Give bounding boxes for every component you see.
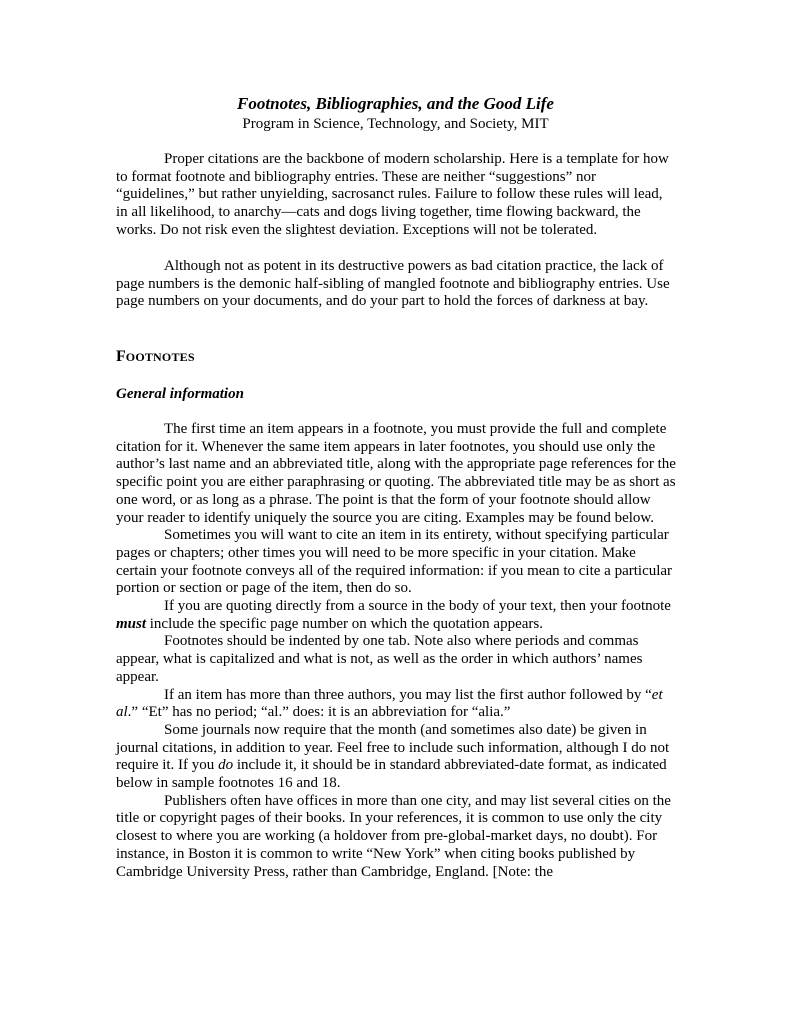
text-run: If you are quoting directly from a source in the body of your text, then your footnote [164,598,671,615]
paragraph-text: The first time an item appears in a footnote, you must provide the full and complete citation for it. Whenever the same item appears in later footnotes, you should use only the author’s last name and an abbreviated title, along with the appropriate page references for the specific point you are either paraphrasing or quoting. The abbreviated title may be as short as one word, or as long as a phrase. The point is that the form of your footnote should allow your reader to identify uniquely the source you are citing. Examples may be found below. [116,421,676,526]
heading-rest: OOTNOTES [125,350,195,364]
paragraph-text: Publishers often have offices in more than one city, and may list several cities on the title or copyright pages of their books. In your references, it is common to use only the city closest to where you are working (a holdover from pre-global-market days, no doubt). For instance, in Boston it is common to write “New York” when citing books published by Cambridge University Press, rather than Cambridge, England. [Note: the [116,792,671,880]
text-run: Some journals now require that the month (and sometimes also date) be given in journal citations, in addition to year. Feel free to include such information, although I do not require it. If you [116,721,670,774]
text-run: include the specific page number on which the quotation appears. [146,615,543,632]
emphasis-text: do [218,757,234,774]
body-text [116,421,676,881]
text-run: .” “Et” has no period; “al.” does: it is an abbreviation for “alia.” [127,704,511,721]
intro-paragraph [116,258,676,311]
emphasis-text: must [116,615,147,632]
document-subtitle: Program in Science, Technology, and Society, MIT [242,116,549,132]
text-run: include it, it should be in standard abbreviated-date format, as indicated below in sample footnotes 16 and 18. [116,757,667,792]
paragraph-text: Although not as potent in its destructive powers as bad citation practice, the lack of page numbers is the demonic half-sibling of mangled footnote and bibliography entries. Use page numbers on your documents, and do your part to hold the forces of darkness at bay. [116,258,670,310]
document-title: Footnotes, Bibliographies, and the Good Life [237,94,554,113]
paragraph-text: Proper citations are the backbone of modern scholarship. Here is a template for how to format footnote and bibliography entries. These are neither “suggestions” nor “guidelines,” but rather unyielding, sacrosanct rules. Failure to follow these rules will lead, in all likelihood, to anarchy—cats and dogs living together, time flowing backward, the works. Do not risk even the slightest deviation. Exceptions will not be tolerated. [116,151,669,238]
intro-paragraph [116,151,676,240]
paragraph-text [116,722,676,793]
emphasis-text: et al [116,686,663,721]
paragraph-text: Sometimes you will want to cite an item in its entirety, without specifying particular pages or chapters; other times you will need to be more specific in your citation. Make certain your footnote conveys all of the required information: if you mean to cite a particular portion or section or page of the item, then do so. [116,527,673,597]
paragraph-text: Footnotes should be indented by one tab. Note also where periods and commas appear, what is capitalized and what is not, as well as the order in which authors’ names appear. [116,633,643,685]
text-run: If an item has more than three authors, you may list the first author followed by “ [164,686,652,703]
section-heading [116,348,195,366]
heading-initial: F [116,348,126,365]
paragraph-text [116,598,676,633]
subsection-heading: General information [116,386,244,402]
paragraph-text [116,687,676,722]
